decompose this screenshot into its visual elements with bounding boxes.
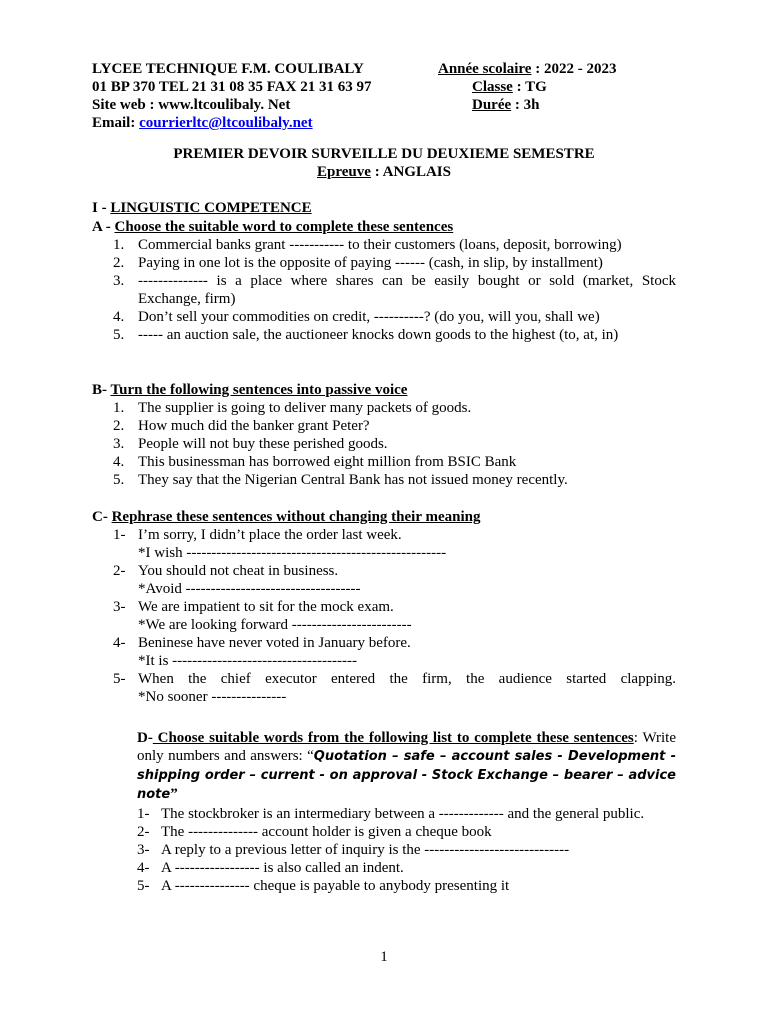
list-item	[137, 877, 676, 895]
list-item	[137, 841, 676, 859]
list-item	[113, 453, 676, 471]
item-number: 3.	[113, 273, 125, 289]
item-number: 3-	[137, 842, 150, 858]
exam-title: PREMIER DEVOIR SURVEILLE DU DEUXIEME SEMESTRE	[173, 146, 595, 162]
item-number: 5.	[113, 327, 125, 343]
item-number: 5.	[113, 472, 125, 488]
section-c-title: Rephrase these sentences without changing their meaning	[111, 509, 481, 525]
year-label: Année scolaire	[438, 61, 532, 77]
item-text: How much did the banker grant Peter?	[138, 418, 370, 434]
section-a-heading	[92, 218, 676, 236]
school-name: LYCEE TECHNIQUE F.M. COULIBALY	[92, 61, 364, 77]
exam-duration	[438, 96, 616, 114]
item-body	[138, 562, 676, 598]
item-number: 3.	[113, 436, 125, 452]
section-b-heading	[92, 381, 676, 399]
school-header	[92, 60, 371, 132]
list-item	[113, 562, 676, 598]
item-number: 3-	[113, 599, 126, 615]
list-item	[113, 526, 676, 562]
item-text: This businessman has borrowed eight million from BSIC Bank	[138, 454, 517, 470]
item-text: A --------------- cheque is payable to anybody presenting it	[161, 878, 510, 894]
item-prompt: *Avoid -----------------------------------	[138, 581, 361, 597]
list-item	[113, 598, 676, 634]
part-prefix: I -	[92, 200, 111, 216]
item-text: The -------------- account holder is given a cheque book	[161, 824, 492, 840]
item-prompt: *We are looking forward ------------------------	[138, 617, 412, 633]
item-number: 1-	[113, 527, 126, 543]
list-item	[113, 236, 676, 254]
list-item	[113, 308, 676, 326]
item-text: Paying in one lot is the opposite of paying ------ (cash, in slip, by installment)	[138, 255, 603, 271]
school-site: Site web : www.ltcoulibaly. Net	[92, 97, 291, 113]
section-d-title: Choose suitable words from the following list to complete these sentences	[152, 730, 634, 746]
list-item	[113, 399, 676, 417]
section-a-title: Choose the suitable word to complete these sentences	[114, 219, 454, 235]
class-label: Classe	[472, 79, 513, 95]
part-title: LINGUISTIC COMPETENCE	[110, 200, 312, 216]
list-item	[113, 417, 676, 435]
part-heading	[92, 199, 676, 217]
item-body	[138, 634, 676, 670]
section-d-heading	[137, 729, 676, 804]
section-b-prefix: B-	[92, 382, 111, 398]
item-number: 4.	[113, 309, 125, 325]
item-text: -------------- is a place where shares can be easily bought or sold (market, Stock Exchange, firm)	[138, 273, 676, 307]
page-number: 1	[380, 949, 388, 965]
item-text: When the chief executor entered the firm, the audience started clapping.	[138, 671, 676, 687]
duration-value: : 3h	[511, 97, 540, 113]
item-number: 5-	[137, 878, 150, 894]
school-email-line	[92, 114, 371, 132]
item-text: We are impatient to sit for the mock exam.	[138, 599, 394, 615]
exam-class	[438, 78, 616, 96]
item-prompt: *It is -------------------------------------	[138, 653, 357, 669]
duration-label: Durée	[472, 97, 512, 113]
item-text: Beninese have never voted in January before.	[138, 635, 411, 651]
list-item	[137, 805, 676, 823]
item-text: People will not buy these perished goods.	[138, 436, 388, 452]
item-text: Commercial banks grant ----------- to their customers (loans, deposit, borrowing)	[138, 237, 622, 253]
item-text: ----- an auction sale, the auctioneer knocks down goods to the highest (to, at, in)	[138, 327, 619, 343]
section-d-list	[137, 805, 676, 895]
list-item	[113, 670, 676, 706]
list-item	[113, 326, 676, 344]
item-text: They say that the Nigerian Central Bank has not issued money recently.	[138, 472, 568, 488]
item-number: 2.	[113, 418, 125, 434]
epreuve-label: Epreuve	[317, 164, 371, 180]
section-b-list	[113, 399, 676, 489]
item-text: You should not cheat in business.	[138, 563, 339, 579]
item-body	[138, 598, 676, 634]
section-d-prefix: D-	[137, 730, 153, 746]
list-item	[137, 823, 676, 841]
list-item	[113, 634, 676, 670]
exam-subject	[92, 163, 676, 181]
item-text: Don’t sell your commodities on credit, ----------? (do you, will you, shall we)	[138, 309, 600, 325]
item-text: The stockbroker is an intermediary between a ------------- and the general public.	[161, 806, 645, 822]
list-item	[113, 272, 676, 308]
email-link[interactable]: courrierltc@ltcoulibaly.net	[139, 115, 313, 131]
school-contact: 01 BP 370 TEL 21 31 08 35 FAX 21 31 63 97	[92, 79, 372, 95]
item-body	[138, 670, 676, 706]
section-c-list	[113, 526, 676, 706]
item-prompt: *No sooner ---------------	[138, 689, 287, 705]
list-item	[113, 471, 676, 489]
item-number: 2.	[113, 255, 125, 271]
item-number: 2-	[113, 563, 126, 579]
item-prompt: *I wish ----------------------------------------------------	[138, 545, 447, 561]
school-year	[438, 60, 616, 78]
item-number: 1.	[113, 400, 125, 416]
section-a-list	[113, 236, 676, 344]
word-list: Quotation – safe – account sales - Development - shipping order – current - on approval - Stock Exchange – bearer – advice note	[137, 749, 676, 802]
item-text: I’m sorry, I didn’t place the order last week.	[138, 527, 402, 543]
item-text: A reply to a previous letter of inquiry is the -----------------------------	[161, 842, 570, 858]
year-value: : 2022 - 2023	[531, 61, 617, 77]
item-text: The supplier is going to deliver many packets of goods.	[138, 400, 472, 416]
item-body	[138, 526, 676, 562]
list-item	[137, 859, 676, 877]
item-number: 5-	[113, 671, 126, 687]
email-label: Email:	[92, 115, 140, 131]
item-text: A ----------------- is also called an indent.	[161, 860, 404, 876]
closing-quote: ”	[170, 786, 178, 802]
section-d-instruction: : Write only numbers and answers: “	[137, 730, 676, 764]
section-c-prefix: C-	[92, 509, 112, 525]
class-value: : TG	[512, 79, 547, 95]
epreuve-value: : ANGLAIS	[370, 164, 451, 180]
exam-info	[438, 60, 616, 114]
section-a-prefix: A -	[92, 219, 115, 235]
item-number: 4-	[137, 860, 150, 876]
item-number: 2-	[137, 824, 150, 840]
item-number: 4-	[113, 635, 126, 651]
section-b-title: Turn the following sentences into passive voice	[110, 382, 408, 398]
item-number: 1.	[113, 237, 125, 253]
list-item	[113, 254, 676, 272]
item-number: 1-	[137, 806, 150, 822]
list-item	[113, 435, 676, 453]
section-c-heading	[92, 508, 676, 526]
item-number: 4.	[113, 454, 125, 470]
